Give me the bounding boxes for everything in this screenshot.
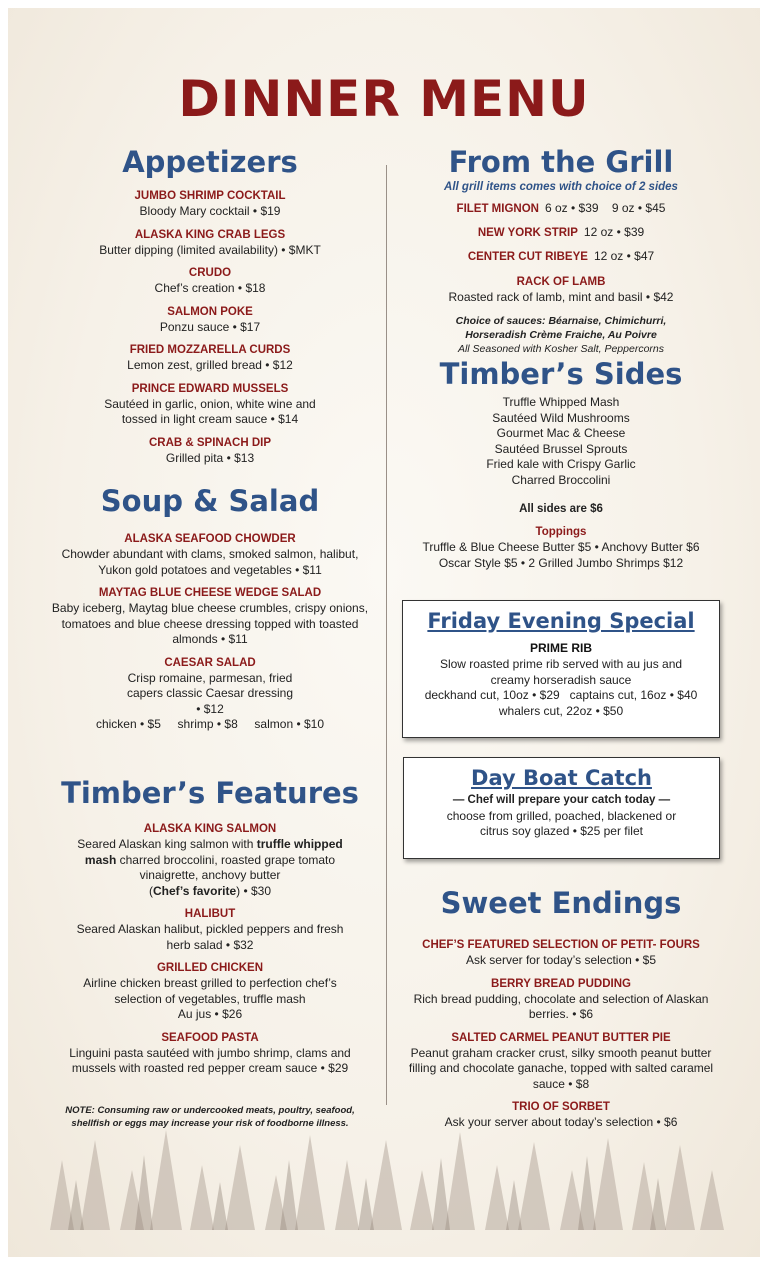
- item-desc: Butter dipping (limited availability) • $MKT: [99, 242, 321, 257]
- item-extra: chicken • $5 shrimp • $8 salmon • $10: [95, 717, 325, 731]
- item-desc: Ask your server about today’s selection • $6: [444, 1115, 678, 1129]
- item-name: ALASKA KING SALMON: [143, 823, 277, 835]
- item-name: GRILLED CHICKEN: [156, 962, 264, 974]
- menu-item: [40, 961, 380, 1023]
- menu-title: DINNER MENU: [178, 70, 590, 128]
- side-item: Fried kale with Crispy Garlic: [486, 457, 636, 471]
- item-name: CRUDO: [188, 267, 232, 279]
- side-item: Sautéed Wild Mushrooms: [492, 410, 630, 425]
- grill-heading: From the Grill: [448, 145, 674, 179]
- dayboat-desc: choose from grilled, poached, blackened or citrus soy glazed • $25 per filet: [446, 808, 677, 838]
- item-name: TRIO OF SORBET: [512, 1101, 610, 1113]
- menu-item: [40, 382, 380, 428]
- menu-item: [40, 189, 380, 220]
- item-desc: Airline chicken breast grilled to perfection chef’s selection of vegetables, truffle mash: [83, 976, 337, 1006]
- item-name: CHEF’S FEATURED SELECTION OF PETIT- FOURS: [422, 939, 700, 951]
- desc-bold: Chef’s favorite: [152, 883, 237, 898]
- forest-illustration: [40, 1120, 730, 1230]
- item-desc: Bloody Mary cocktail • $19: [139, 204, 281, 218]
- menu-item: [395, 275, 727, 306]
- grill-subnote: All grill items comes with choice of 2 sides: [444, 181, 678, 193]
- side-item: Gourmet Mac & Cheese: [496, 426, 626, 440]
- item-name: NEW YORK STRIP: [477, 227, 578, 239]
- item-desc: Grilled pita • $13: [165, 450, 255, 465]
- item-desc: Lemon zest, grilled bread • $12: [127, 358, 293, 372]
- side-item: Charred Broccolini: [511, 472, 611, 487]
- desc-bold: truffle whipped mash: [84, 837, 343, 867]
- item-name: MAYTAG BLUE CHEESE WEDGE SALAD: [98, 587, 322, 599]
- sides-heading: Timber’s Sides: [439, 357, 683, 391]
- special-desc: Slow roasted prime rib served with au jus and creamy horseradish sauce: [439, 657, 683, 687]
- features-section: [40, 776, 380, 1077]
- item-name: FILET MIGNON: [456, 203, 539, 215]
- side-item: Truffle Whipped Mash: [502, 395, 620, 409]
- sauce-choices: [395, 314, 727, 342]
- dayboat-heading: Day Boat Catch: [471, 766, 652, 790]
- item-name: CENTER CUT RIBEYE: [467, 251, 588, 263]
- menu-item: [40, 343, 380, 374]
- grill-item: [395, 225, 727, 241]
- menu-item: [40, 1031, 380, 1077]
- toppings-label: Toppings: [535, 526, 587, 538]
- column-divider: [386, 165, 387, 1105]
- item-name: ALASKA SEAFOOD CHOWDER: [124, 533, 296, 545]
- friday-special-box: [402, 600, 720, 738]
- item-desc: Baby iceberg, Maytag blue cheese crumbles, crispy onions, tomatoes and blue cheese dressing topped with toasted almonds • $11: [51, 601, 369, 646]
- sweet-section: [395, 886, 727, 1131]
- menu-item: [40, 656, 380, 733]
- item-desc: Roasted rack of lamb, mint and basil • $42: [448, 290, 674, 304]
- desc-part: (: [148, 883, 153, 898]
- sauce-text: Choice of sauces: Béarnaise, Chimichurri, Horseradish Crème Fraiche, Au Poivre: [455, 314, 667, 341]
- sides-list: [395, 395, 727, 488]
- item-name: JUMBO SHRIMP COCKTAIL: [134, 190, 286, 202]
- item-desc: 12 oz • $47: [593, 249, 655, 263]
- item-desc: [40, 837, 380, 884]
- menu-item: [40, 305, 380, 336]
- appetizers-heading: Appetizers: [122, 145, 298, 179]
- special-item-name: PRIME RIB: [529, 641, 592, 655]
- item-desc: 12 oz • $39: [583, 225, 645, 239]
- item-desc: Crisp romaine, parmesan, fried capers classic Caesar dressing • $12: [126, 670, 294, 716]
- soup-salad-section: [40, 484, 380, 733]
- menu-item: [40, 266, 380, 297]
- special-cuts: deckhand cut, 10oz • $29 captains cut, 16oz • $40: [424, 688, 698, 702]
- soup-salad-heading: Soup & Salad: [100, 484, 320, 518]
- menu-item: [40, 907, 380, 953]
- toppings-line: Truffle & Blue Cheese Butter $5 • Anchovy Butter $6: [422, 540, 700, 554]
- item-name: HALIBUT: [184, 908, 236, 920]
- menu-item: [395, 938, 727, 969]
- item-name: SALTED CARMEL PEANUT BUTTER PIE: [451, 1031, 671, 1044]
- item-desc: Chowder abundant with clams, smoked salmon, halibut, Yukon gold potatoes and vegetables • $11: [61, 547, 359, 577]
- item-desc: Sautéed in garlic, onion, white wine and tossed in light cream sauce • $14: [104, 396, 316, 426]
- item-extra: Au jus • $26: [177, 1007, 243, 1021]
- menu-item: [395, 1031, 727, 1093]
- menu-item: [40, 586, 380, 648]
- friday-heading: Friday Evening Special: [427, 609, 695, 633]
- item-name: SALMON POKE: [167, 305, 253, 318]
- toppings-line: Oscar Style $5 • 2 Grilled Jumbo Shrimps $12: [438, 555, 684, 570]
- day-boat-box: [403, 757, 720, 859]
- item-name: BERRY BREAD PUDDING: [491, 977, 631, 990]
- menu-item: [40, 532, 380, 578]
- item-name: CRAB & SPINACH DIP: [148, 436, 272, 449]
- item-name: FRIED MOZZARELLA CURDS: [129, 344, 291, 356]
- seasoning-note: All Seasoned with Kosher Salt, Peppercorns: [457, 342, 665, 355]
- item-name: PRINCE EDWARD MUSSELS: [131, 382, 289, 395]
- grill-item: [395, 201, 727, 217]
- sides-price-note: All sides are $6: [519, 503, 603, 515]
- grill-item: [395, 249, 727, 265]
- item-desc: Chef’s creation • $18: [154, 281, 266, 295]
- special-cuts: whalers cut, 22oz • $50: [498, 703, 624, 718]
- grill-section: [395, 145, 727, 356]
- desc-part: Seared Alaskan king salmon with: [77, 837, 257, 851]
- item-desc: 6 oz • $39 9 oz • $45: [544, 201, 666, 215]
- item-name: RACK OF LAMB: [516, 276, 606, 288]
- item-desc: Seared Alaskan halibut, pickled peppers and fresh herb salad • $32: [76, 922, 344, 952]
- item-desc: Linguini pasta sautéed with jumbo shrimp, clams and mussels with roasted red pepper cream sauce • $29: [69, 1045, 351, 1075]
- item-name: ALASKA KING CRAB LEGS: [134, 228, 286, 241]
- features-heading: Timber’s Features: [61, 776, 359, 810]
- desc-part: ) • $30: [236, 883, 272, 898]
- appetizers-section: [40, 145, 380, 466]
- item-name: SEAFOOD PASTA: [161, 1031, 259, 1044]
- side-item: Sautéed Brussel Sprouts: [494, 441, 628, 456]
- item-price: [40, 884, 380, 900]
- sides-section: [395, 357, 727, 571]
- food-safety-note: NOTE: Consuming raw or undercooked meats, poultry, seafood, shellfish or eggs may increase your risk of foodborne illness.: [65, 1105, 355, 1129]
- sweet-heading: Sweet Endings: [440, 886, 682, 920]
- menu-item: [395, 977, 727, 1023]
- menu-item: [40, 822, 380, 899]
- menu-item: [40, 228, 380, 259]
- item-name: CAESAR SALAD: [164, 656, 256, 669]
- item-desc: Peanut graham cracker crust, silky smooth peanut butter filling and chocolate ganache, topped with salted caramel sauce • $8: [408, 1045, 714, 1091]
- desc-part: charred broccolini, roasted grape tomato vinaigrette, anchovy butter: [116, 852, 336, 882]
- item-desc: Rich bread pudding, chocolate and selection of Alaskan berries. • $6: [413, 991, 709, 1021]
- item-desc: Ask server for today’s selection • $5: [465, 953, 657, 967]
- menu-item: [40, 436, 380, 467]
- item-desc: Ponzu sauce • $17: [159, 319, 261, 334]
- dayboat-line: — Chef will prepare your catch today —: [452, 794, 671, 806]
